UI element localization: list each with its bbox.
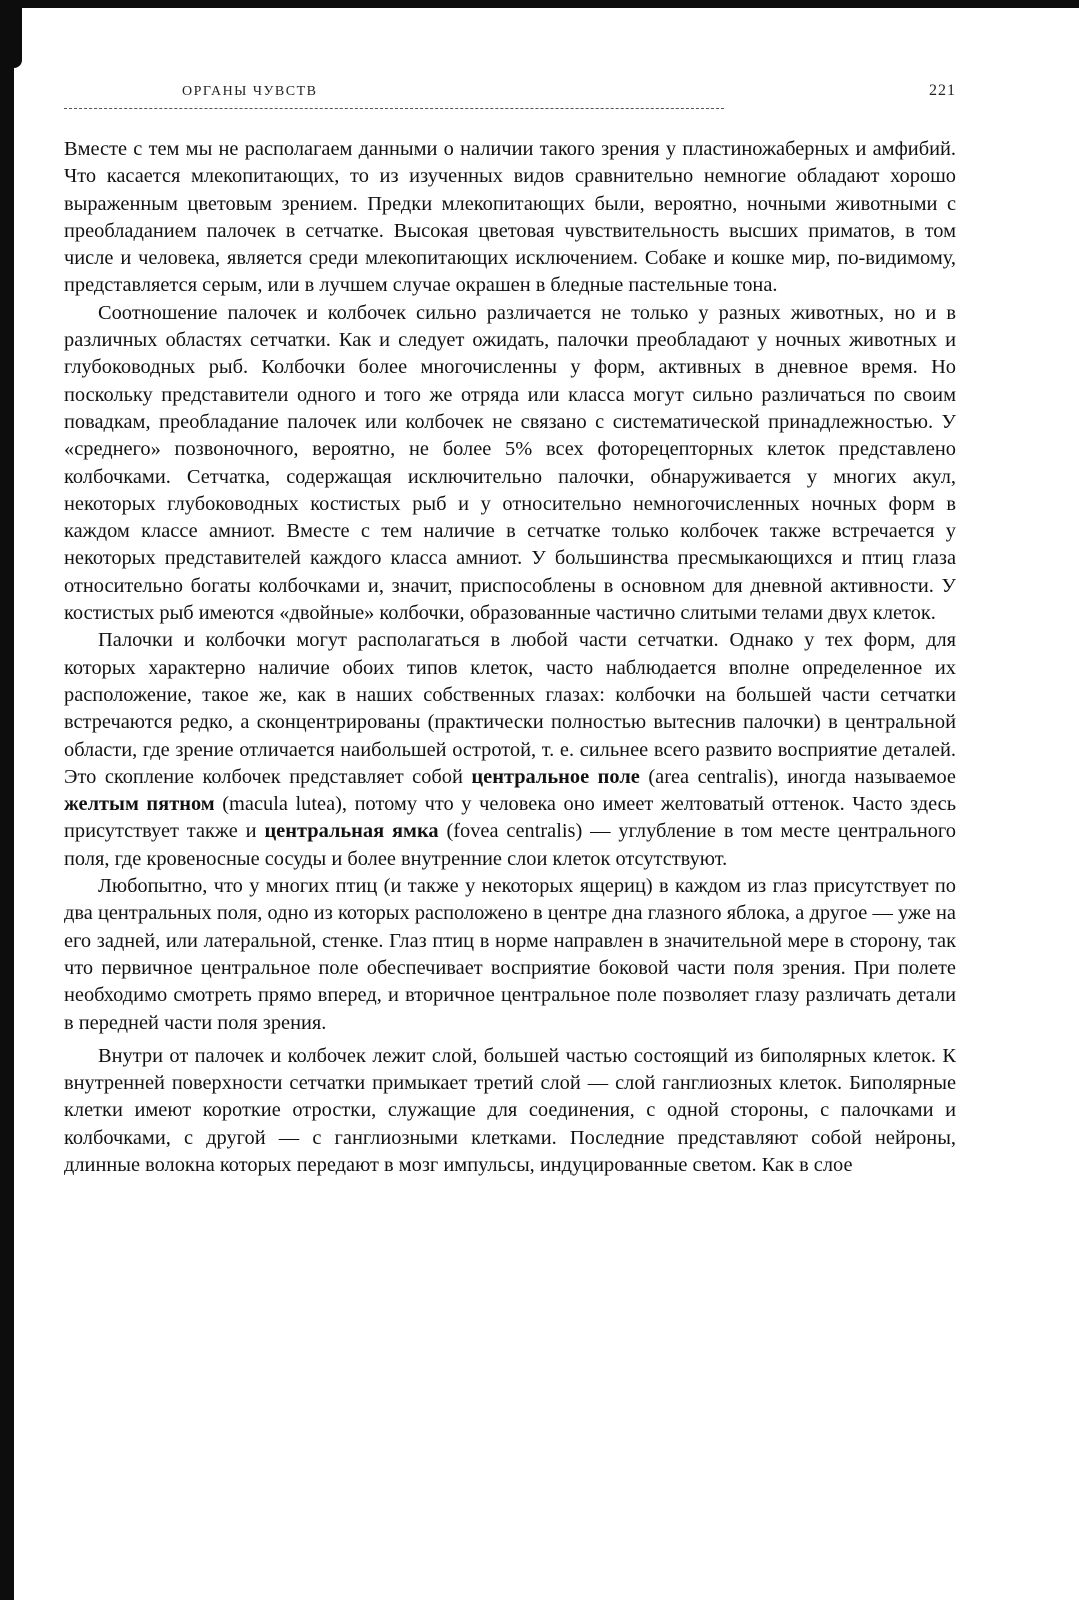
paragraph-2: Соотношение палочек и колбочек сильно различается не только у разных животных, но и в различных областях сетчатки. Как и следует ожидать, палочки преобладают у ночных животных и глубоководных рыб. Колбочки более многочисленны у форм, активных в дневное время. Но поскольку представители одного и того же отряда или класса могут сильно различаться по своим повадкам, преобладание палочек или колбочек не связано с систематической принадлежностью. У «среднего» позвоночного, вероятно, не более 5% всех фоторецепторных клеток представлено колбочками. Сетчатка, содержащая исключительно палочки, обнаруживается у многих акул, некоторых глубоководных костистых рыб и у относительно немногочисленных ночных форм в каждом классе амниот. Вместе с тем наличие в сетчатке только колбочек также встречается у некоторых представителей каждого класса амниот. У большинства пресмыкающихся и птиц глаза относительно богаты колбочками и, значит, приспособлены в основном для дневной активности. У костистых рыб имеются «двойные» колбочки, образованные частично слитыми телами двух клеток. [64, 301, 956, 625]
running-head [64, 82, 956, 112]
paragraph-3-text-2: (area centralis), иногда называемое [639, 765, 956, 788]
paragraph-5: Внутри от палочек и колбочек лежит слой, большей частью состоящий из биполярных клеток. К внутренней поверхности сетчатки примыкает третий слой — слой ганглиозных клеток. Биполярные клетки имеют короткие отростки, служащие для соединения, с одной стороны, с палочками и колбочками, с другой — с ганглиозными клетками. Последние представляют собой нейроны, длинные волокна которых передают в мозг импульсы, индуцированные светом. Как в слое [64, 1044, 956, 1176]
paragraph-3-text-4: (fovea centralis) — углубление в том месте центрального поля, где кровеносные сосуды и более внутренние слои клеток отсутствуют. [64, 820, 956, 870]
term-central-fovea: центральная ямка [264, 820, 439, 843]
paragraph-3-text-3: (macula lutea), потому что у человека оно имеет желтоватый оттенок. Часто здесь присутствует также и [64, 793, 957, 843]
page-number: 221 [929, 82, 956, 99]
paragraph-1: Вместе с тем мы не располагаем данными о наличии такого зрения у пластиножаберных и амфибий. Что касается млекопитающих, то из изученных видов сравнительно немногие обладают хорошо выраженным цветовым зрением. Предки млекопитающих были, вероятно, ночными животными с преобладанием палочек в сетчатке. Высокая цветовая чувствительность высших приматов, в том числе и человека, является среди млекопитающих исключением. Собаке и кошке мир, по-видимому, представляется серым, или в лучшем случае окрашен в бледные пастельные тона. [64, 138, 956, 297]
term-yellow-spot: желтым пятном [64, 793, 215, 816]
scan-edge-corner [14, 8, 22, 68]
paragraph-3 [64, 627, 956, 873]
term-central-field: центральное поле [471, 765, 640, 788]
scan-edge-top [0, 0, 1079, 8]
header-rule [64, 108, 724, 109]
paragraph-3-text-1: Палочки и колбочки могут располагаться в любой части сетчатки. Однако у тех форм, для которых характерно наличие обоих типов клеток, часто наблюдается вполне определенное их расположение, такое же, как в наших собственных глазах: колбочки на большей части сетчатки встречаются редко, а сконцентрированы (практически полностью вытеснив палочки) в центральной области, где зрение отличается наибольшей остротой, т. е. сильнее всего развито восприятие деталей. Это скопление колбочек представляет собой [64, 629, 956, 788]
running-title: ОРГАНЫ ЧУВСТВ [182, 84, 318, 99]
paragraph-4: Любопытно, что у многих птиц (и также у некоторых ящериц) в каждом из глаз присутствует по два центральных поля, одно из которых расположено в центре дна глазного яблока, а другое — уже на его задней, или латеральной, стенке. Глаз птиц в норме направлен в значительной мере в сторону, так что первичное центральное поле обеспечивает восприятие боковой части поля зрения. При полете необходимо смотреть прямо вперед, и вторичное центральное поле позволяет глазу различать детали в передней части поля зрения. [64, 875, 956, 1034]
page-body [64, 136, 956, 1179]
scan-edge-left [0, 0, 14, 1600]
